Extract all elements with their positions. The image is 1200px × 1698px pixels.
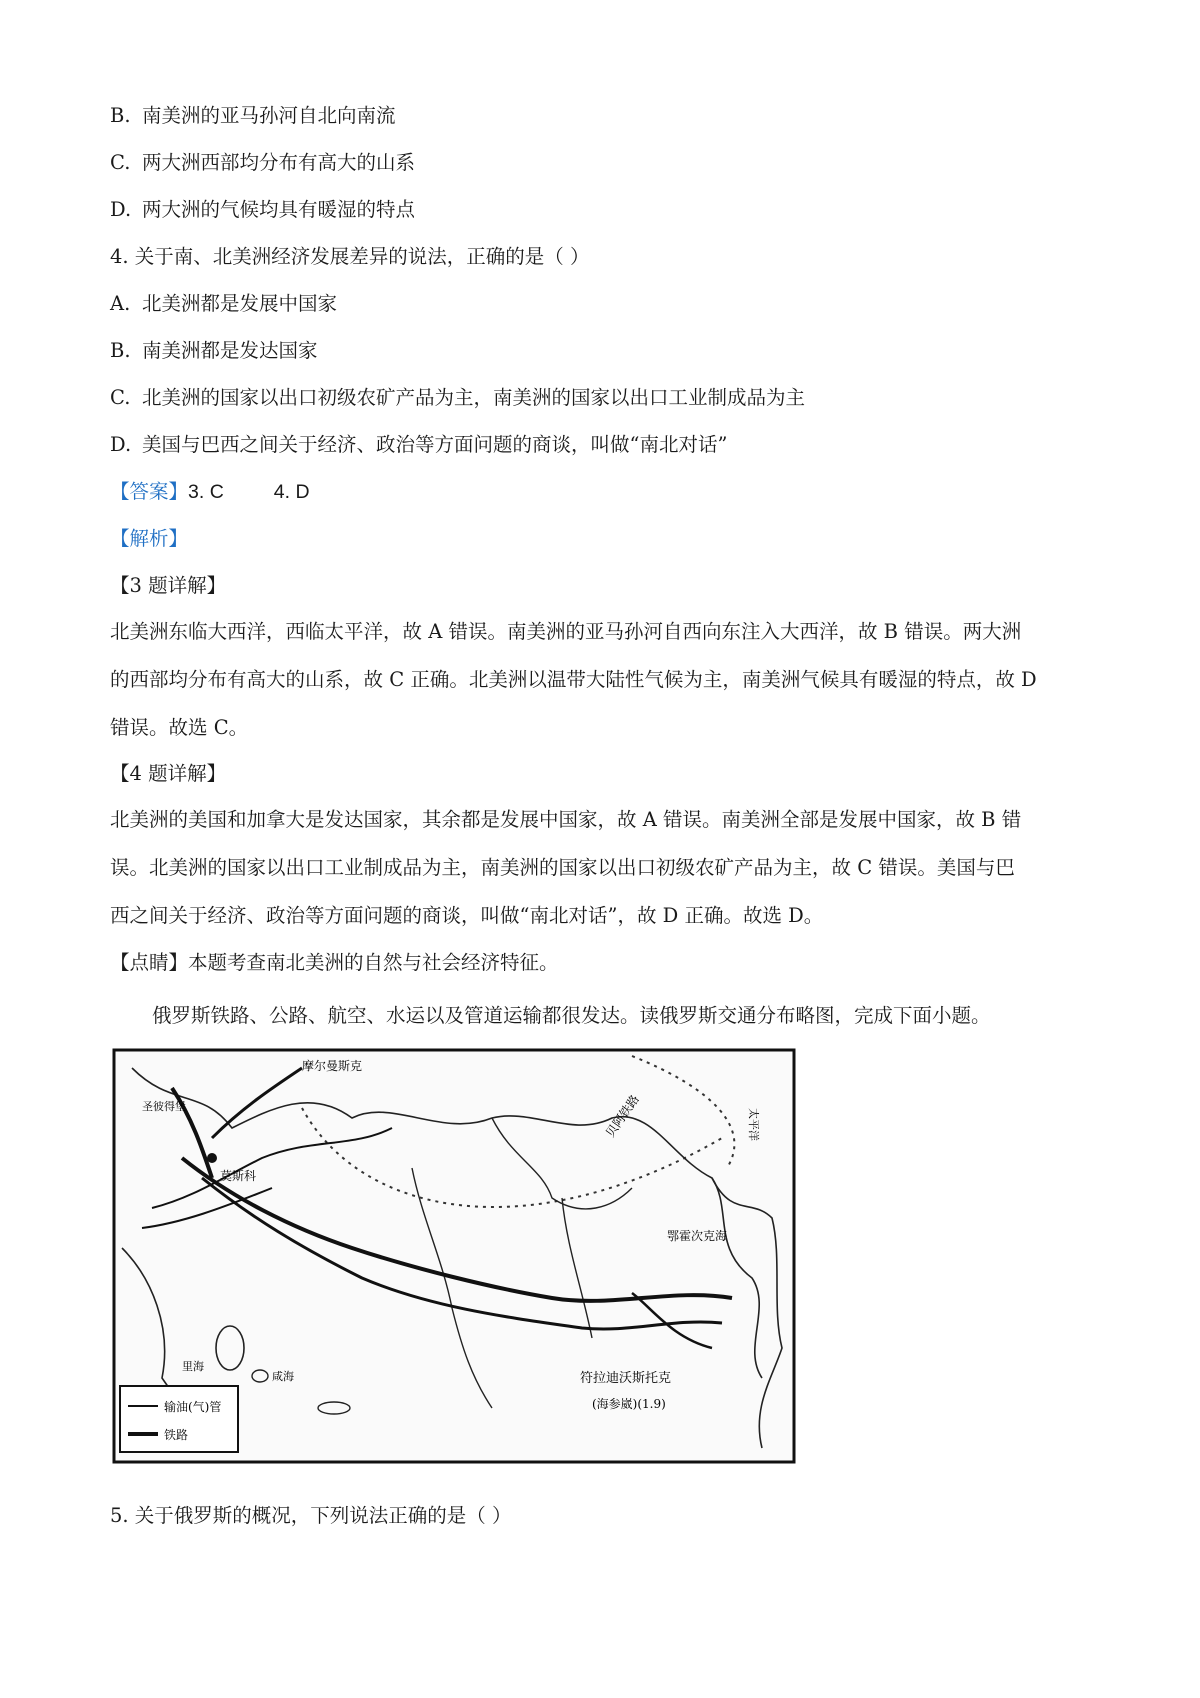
russia-transport-map — [112, 1048, 798, 1466]
answer-3: 3. C — [188, 481, 224, 503]
q4-option-d — [110, 432, 727, 458]
detail4-line: 西之间关于经济、政治等方面问题的商谈，叫做“南北对话”，故 D 正确。故选 D。 — [110, 904, 824, 927]
label-sea: 里海 — [182, 1360, 204, 1373]
analysis-label: 【解析】 — [110, 527, 189, 550]
option-letter: B. — [110, 104, 131, 127]
q3-option-b — [110, 103, 396, 129]
option-letter: C. — [110, 386, 131, 409]
label-vladivostok-note: (海参崴)(1.9) — [592, 1397, 666, 1411]
option-text: 两大洲的气候均具有暖湿的特点 — [142, 198, 416, 221]
option-text: 两大洲西部均分布有高大的山系 — [142, 151, 416, 174]
label-moscow: 莫斯科 — [220, 1169, 257, 1183]
label-bam: 贝阿铁路 — [602, 1092, 642, 1140]
option-letter: D. — [110, 433, 132, 456]
label-pacific: 太平洋 — [747, 1108, 760, 1141]
option-text: 南美洲都是发达国家 — [142, 339, 318, 362]
detail4-line: 北美洲的美国和加拿大是发达国家，其余都是发展中国家，故 A 错误。南美洲全部是发展中国家，故 B 错 — [110, 808, 1022, 831]
option-letter: C. — [110, 151, 131, 174]
comment-label: 【点睛】 — [110, 951, 189, 974]
answer-line — [110, 479, 310, 505]
moscow-dot — [207, 1153, 217, 1163]
detail3-body — [110, 608, 1092, 752]
answer-label: 【答案】 — [110, 480, 189, 503]
q4-stem: 4. 关于南、北美洲经济发展差异的说法，正确的是（ ） — [110, 245, 590, 268]
label-okhotsk: 鄂霍次克海 — [667, 1229, 728, 1243]
comment-line — [110, 950, 559, 976]
intro-text: 俄罗斯铁路、公路、航空、水运以及管道运输都很发达。读俄罗斯交通分布略图，完成下面小题。 — [152, 1004, 991, 1027]
legend-railway-label: 铁路 — [164, 1428, 189, 1442]
detail4-body — [110, 796, 1092, 940]
label-st-petersburg: 圣彼得堡 — [142, 1100, 186, 1113]
map-svg — [112, 1048, 798, 1466]
detail4-heading: 【4 题详解】 — [110, 762, 227, 785]
detail3-heading: 【3 题详解】 — [110, 574, 227, 597]
option-letter: D. — [110, 198, 132, 221]
legend-pipeline-label: 输油(气)管 — [164, 1400, 222, 1414]
q3-option-d — [110, 197, 415, 223]
q4-option-c — [110, 385, 805, 411]
detail3-line: 错误。故选 C。 — [110, 716, 249, 739]
label-vladivostok: 符拉迪沃斯托克 — [580, 1371, 672, 1386]
option-letter: B. — [110, 339, 131, 362]
detail4-line: 误。北美洲的国家以出口工业制成品为主，南美洲的国家以出口初级农矿产品为主，故 C 错误。美国与巴 — [110, 856, 1015, 879]
label-murmansk: 摩尔曼斯克 — [302, 1059, 363, 1073]
detail3-line: 北美洲东临大西洋，西临太平洋，故 A 错误。南美洲的亚马孙河自西向东注入大西洋，故 B 错误。两大洲 — [110, 620, 1022, 643]
legend-box — [120, 1386, 238, 1452]
q3-option-c — [110, 150, 415, 176]
detail3-line: 的西部均分布有高大的山系，故 C 正确。北美洲以温带大陆性气候为主，南美洲气候具有暖湿的特点，故 D — [110, 668, 1037, 691]
comment-text: 本题考查南北美洲的自然与社会经济特征。 — [188, 951, 559, 974]
q4-option-b — [110, 338, 318, 364]
q4-option-a — [110, 291, 337, 317]
option-text: 南美洲的亚马孙河自北向南流 — [142, 104, 396, 127]
label-lake: 咸海 — [272, 1370, 294, 1383]
option-letter: A. — [110, 292, 131, 315]
q5-stem: 5. 关于俄罗斯的概况，下列说法正确的是（ ） — [110, 1504, 512, 1527]
answer-4: 4. D — [273, 481, 310, 503]
option-text: 北美洲的国家以出口初级农矿产品为主，南美洲的国家以出口工业制成品为主 — [142, 386, 806, 409]
option-text: 北美洲都是发展中国家 — [142, 292, 338, 315]
option-text: 美国与巴西之间关于经济、政治等方面问题的商谈，叫做“南北对话” — [142, 433, 728, 456]
